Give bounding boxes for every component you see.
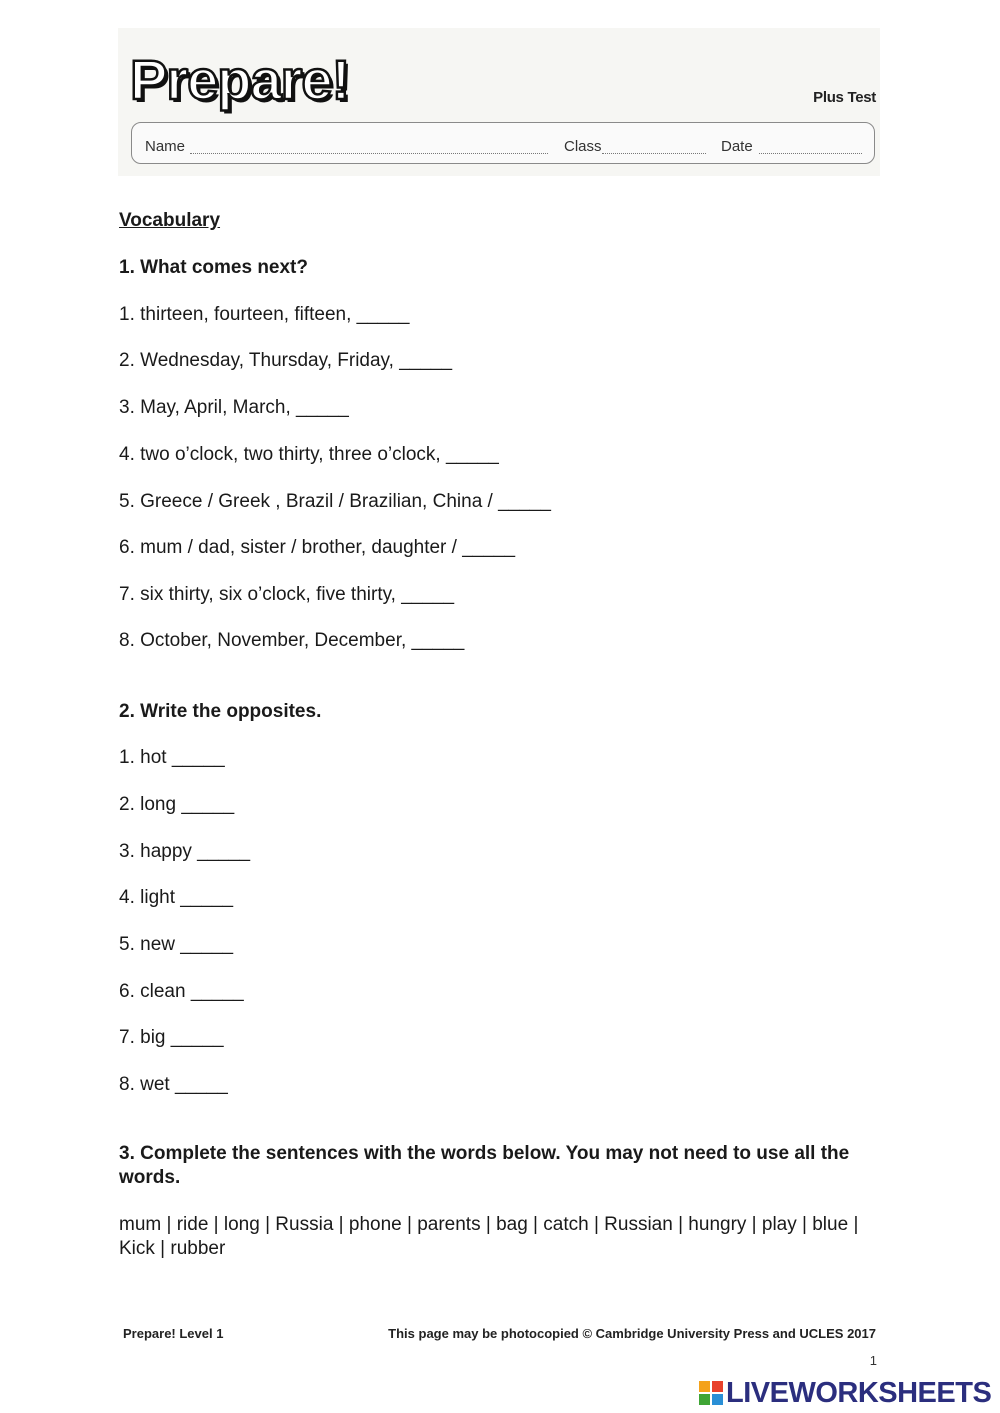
exercise-2-item[interactable]: 4. light _____ <box>119 887 234 908</box>
exercise-2-title: 2. Write the opposites. <box>119 701 322 722</box>
exercise-2-item[interactable]: 6. clean _____ <box>119 981 244 1002</box>
section-title: Vocabulary <box>119 210 221 231</box>
name-label: Name <box>145 138 186 155</box>
exercise-1-item[interactable]: 1. thirteen, fourteen, fifteen, _____ <box>119 304 410 325</box>
footer-copyright: This page may be photocopied © Cambridge University Press and UCLES 2017 <box>388 1326 876 1341</box>
exercise-1-item[interactable]: 8. October, November, December, _____ <box>119 630 465 651</box>
word-bank: mum | ride | long | Russia | phone | parents | bag | catch | Russian | hungry | play | blue | Kick | rubber <box>119 1214 859 1259</box>
exercise-1-item[interactable]: 3. May, April, March, _____ <box>119 397 349 418</box>
footer-level: Prepare! Level 1 <box>123 1326 224 1341</box>
exercise-1-title: 1. What comes next? <box>119 257 308 278</box>
liveworksheets-wordmark: LIVEWORKSHEETS <box>726 1376 992 1409</box>
class-field[interactable] <box>602 153 706 154</box>
exercise-2-item[interactable]: 2. long _____ <box>119 794 235 815</box>
exercise-1-item[interactable]: 6. mum / dad, sister / brother, daughter / _____ <box>119 537 516 558</box>
exercise-1-item[interactable]: 5. Greece / Greek , Brazil / Brazilian, China / _____ <box>119 491 551 512</box>
exercise-2-item[interactable]: 1. hot _____ <box>119 747 225 768</box>
liveworksheets-logo[interactable] <box>698 1376 991 1410</box>
date-label: Date <box>721 138 753 155</box>
exercise-2-item[interactable]: 3. happy _____ <box>119 841 251 862</box>
exercise-1-item[interactable]: 2. Wednesday, Thursday, Friday, _____ <box>119 350 453 371</box>
exercise-1-item[interactable]: 4. two o’clock, two thirty, three o’clock, _____ <box>119 444 499 465</box>
test-type-label: Plus Test <box>813 89 876 106</box>
exercise-2-item[interactable]: 5. new _____ <box>119 934 234 955</box>
student-info-bar <box>131 122 875 164</box>
liveworksheets-icon <box>698 1380 724 1406</box>
class-label: Class <box>564 138 602 155</box>
exercise-3-title: 3. Complete the sentences with the words below. You may not need to use all the words. <box>119 1143 850 1188</box>
exercise-1-item[interactable]: 7. six thirty, six o’clock, five thirty, _____ <box>119 584 455 605</box>
exercise-2-item[interactable]: 7. big _____ <box>119 1027 224 1048</box>
date-field[interactable] <box>759 153 862 154</box>
name-field[interactable] <box>190 153 548 154</box>
exercise-2-item[interactable]: 8. wet _____ <box>119 1074 228 1095</box>
prepare-logo: Prepare! <box>130 48 350 111</box>
page-number: 1 <box>869 1353 877 1368</box>
